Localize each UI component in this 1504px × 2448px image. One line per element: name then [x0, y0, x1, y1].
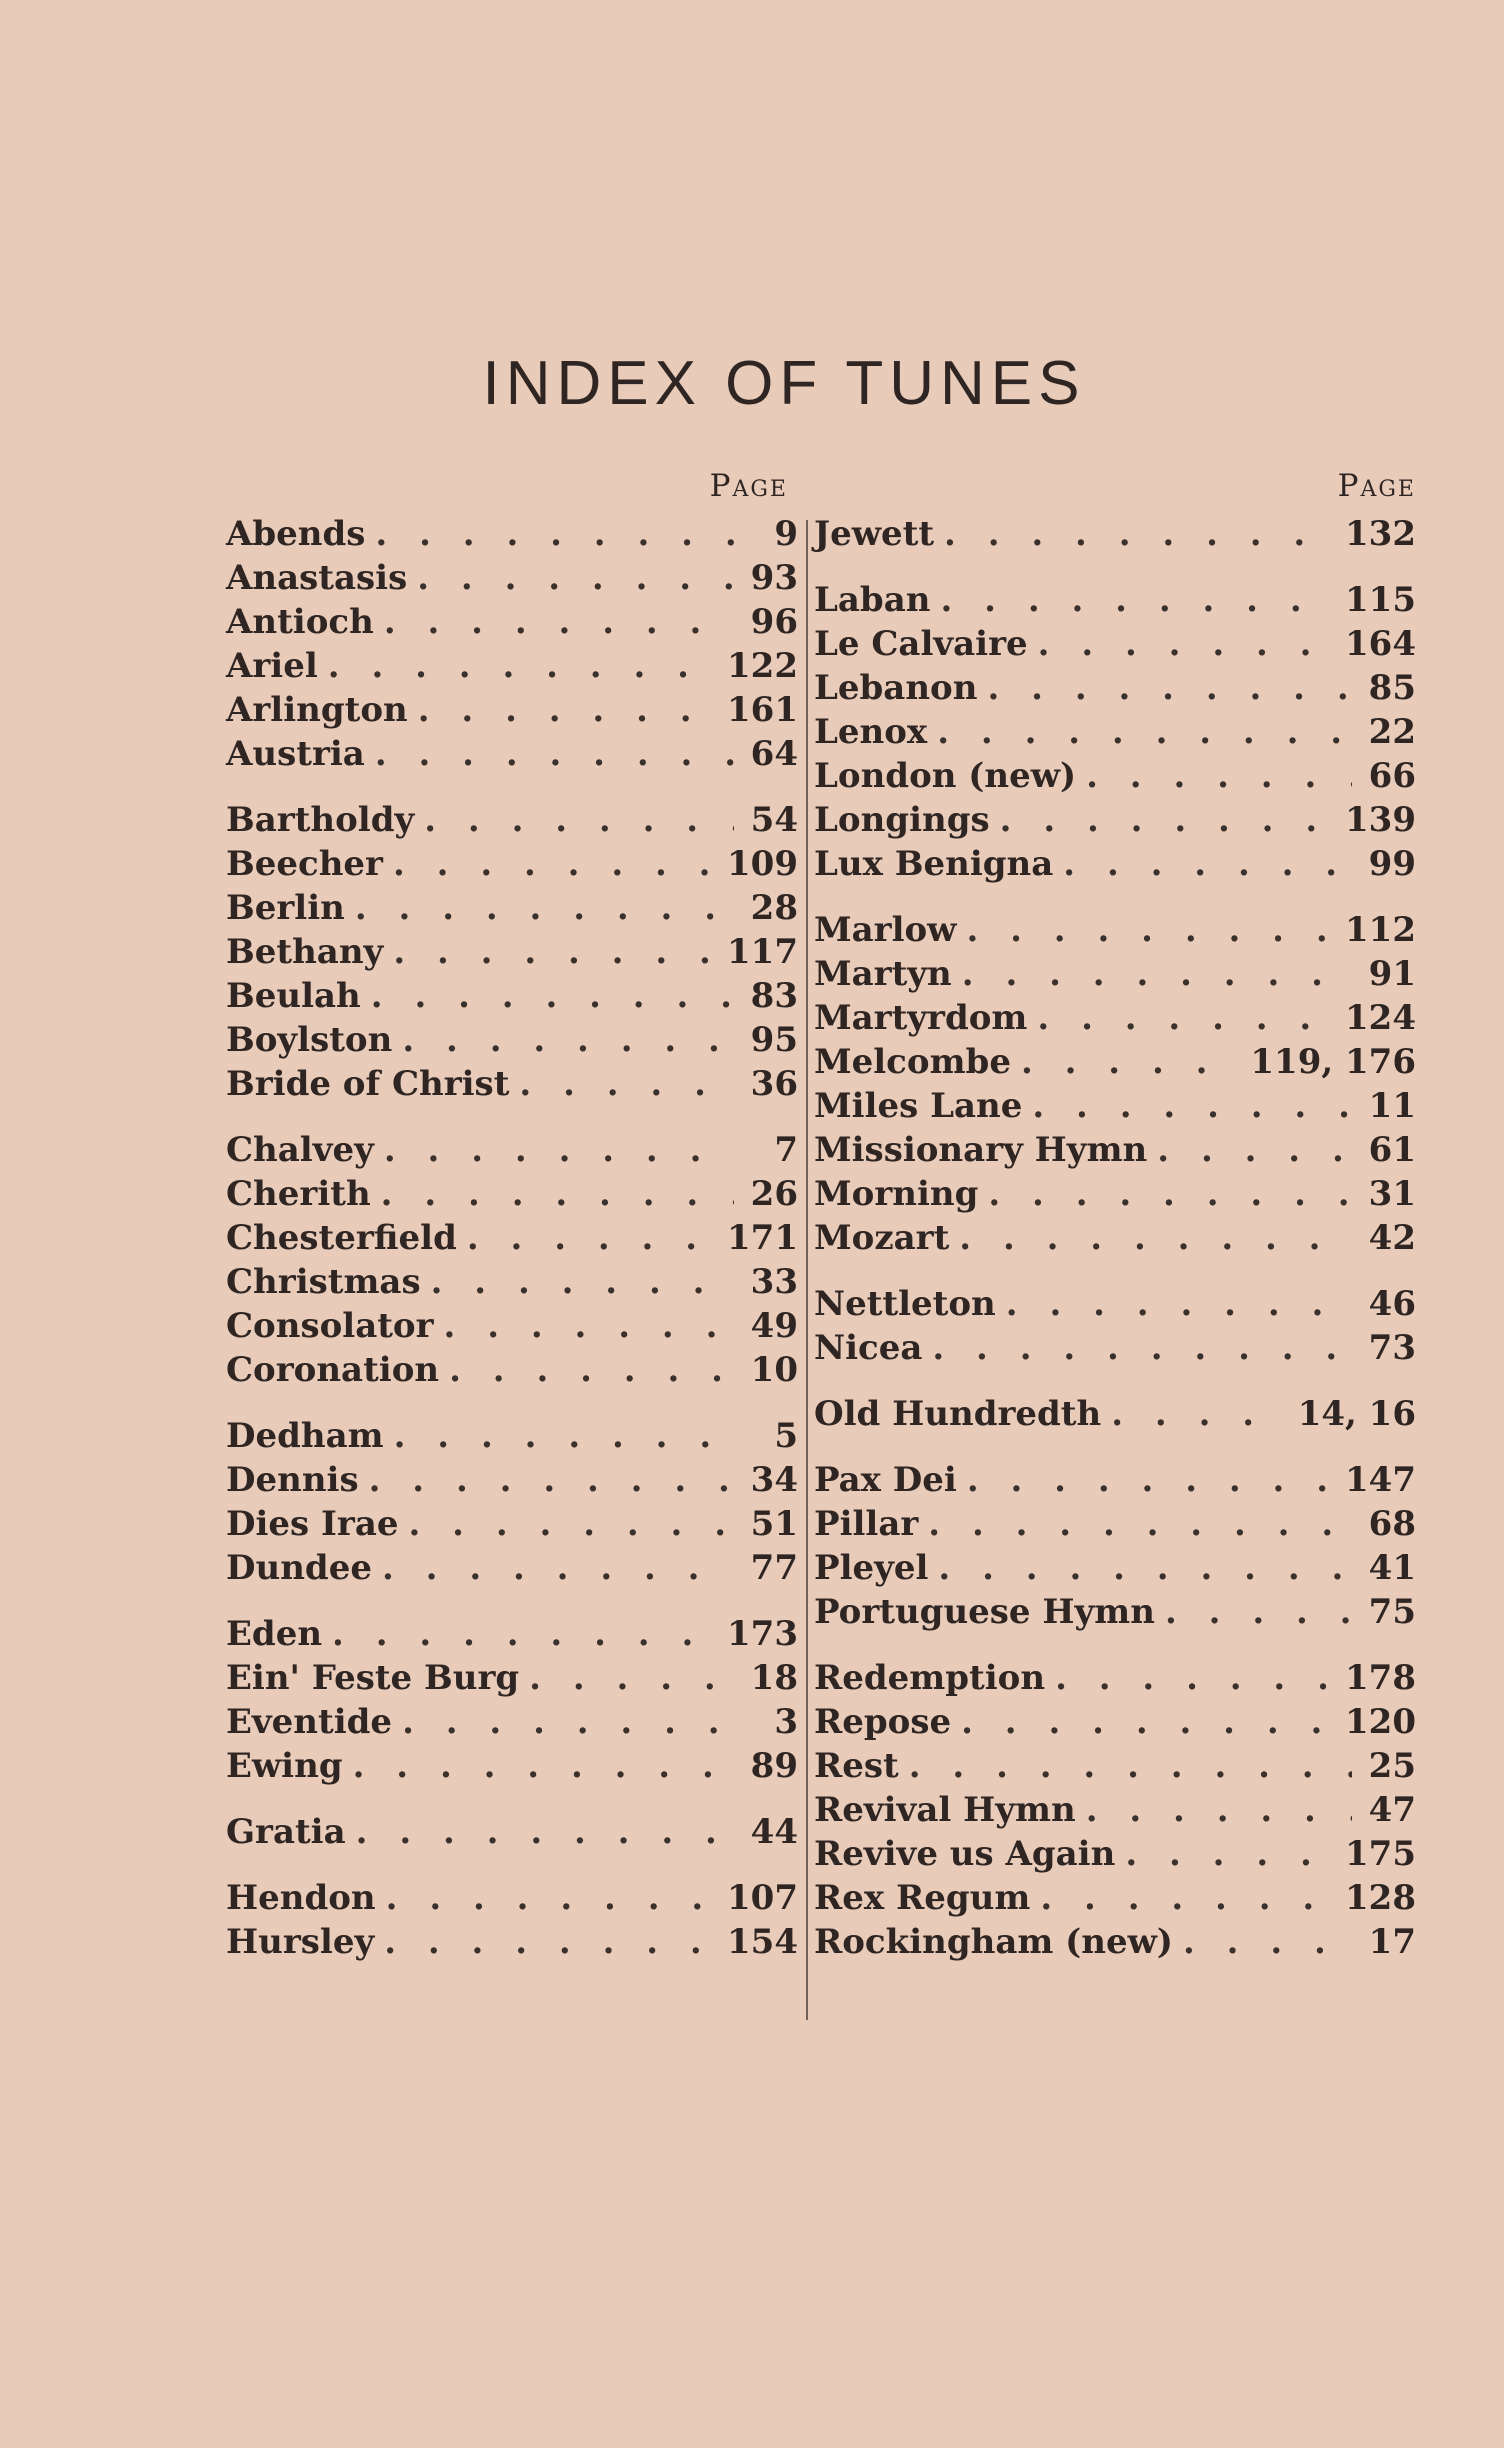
dot-leader: [394, 1414, 734, 1458]
page-number: 115: [1345, 580, 1416, 620]
letter-group: [226, 1612, 798, 1788]
tune-entry: [814, 1216, 1416, 1260]
page-number: 34: [750, 1460, 798, 1500]
page-number: 89: [750, 1746, 798, 1786]
tune-entry: [814, 1590, 1416, 1634]
dot-leader: [1006, 1282, 1352, 1326]
tune-entry: [814, 1326, 1416, 1370]
dot-leader: [449, 1348, 734, 1392]
tune-name: Pleyel: [814, 1548, 929, 1588]
tune-name: Martyrdom: [814, 998, 1028, 1038]
dot-leader: [402, 1700, 734, 1744]
tune-name: Lenox: [814, 712, 928, 752]
tune-entry: [226, 1128, 798, 1172]
tune-name: Rex Regum: [814, 1878, 1031, 1918]
tune-entry: [226, 1876, 798, 1920]
letter-group: [814, 578, 1416, 886]
tune-name: Gratia: [226, 1812, 346, 1852]
dot-leader: [909, 1744, 1352, 1788]
page-number: 95: [750, 1020, 798, 1060]
tune-name: Abends: [226, 514, 366, 554]
page-number: 51: [750, 1504, 798, 1544]
page-number: 54: [750, 800, 798, 840]
dot-leader: [418, 688, 717, 732]
tune-entry: [814, 710, 1416, 754]
tune-entry: [226, 974, 798, 1018]
tune-name: Antioch: [226, 602, 374, 642]
page-number: 42: [1368, 1218, 1416, 1258]
group-spacer: [814, 1370, 1416, 1392]
page-number: 33: [750, 1262, 798, 1302]
tune-name: Lebanon: [814, 668, 978, 708]
tune-entry: [226, 688, 798, 732]
tune-entry: [814, 512, 1416, 556]
dot-leader: [959, 1216, 1352, 1260]
tune-entry: [814, 952, 1416, 996]
tune-entry: [226, 842, 798, 886]
tune-entry: [226, 512, 798, 556]
dot-leader: [431, 1260, 734, 1304]
tune-name: Le Calvaire: [814, 624, 1028, 664]
tune-name: Marlow: [814, 910, 957, 950]
page-number: 99: [1368, 844, 1416, 884]
letter-group: [814, 908, 1416, 1260]
tune-entry: [226, 1216, 798, 1260]
page-number: 117: [727, 932, 798, 972]
tune-name: Bethany: [226, 932, 384, 972]
dot-leader: [355, 886, 734, 930]
tune-entry: [226, 1546, 798, 1590]
tune-entry: [814, 1128, 1416, 1172]
left-groups: [226, 512, 798, 1964]
letter-group: [226, 798, 798, 1106]
page-number: 14, 16: [1297, 1394, 1416, 1434]
tune-entry: [814, 1920, 1416, 1964]
tune-entry: [814, 1392, 1416, 1436]
tune-entry: [814, 1700, 1416, 1744]
letter-group: [226, 1414, 798, 1590]
dot-leader: [371, 974, 734, 1018]
tune-entry: [814, 1832, 1416, 1876]
dot-leader: [966, 908, 1335, 952]
page-number: 107: [727, 1878, 798, 1918]
tune-name: Dennis: [226, 1460, 359, 1500]
page-number: 109: [727, 844, 798, 884]
page-number: 139: [1345, 800, 1416, 840]
page-number: 96: [750, 602, 798, 642]
tune-name: Eden: [226, 1614, 323, 1654]
letter-group: [814, 512, 1416, 556]
page-number: 128: [1345, 1878, 1416, 1918]
tune-name: Miles Lane: [814, 1086, 1023, 1126]
dot-leader: [332, 1612, 717, 1656]
tune-name: Morning: [814, 1174, 979, 1214]
tune-name: Mozart: [814, 1218, 950, 1258]
page-column-header: Page: [709, 468, 788, 504]
dot-leader: [1165, 1590, 1352, 1634]
tune-entry: [814, 666, 1416, 710]
dot-leader: [1063, 842, 1352, 886]
tune-entry: [226, 1304, 798, 1348]
tune-name: Nettleton: [814, 1284, 996, 1324]
tune-name: Anastasis: [226, 558, 408, 598]
dot-leader: [467, 1216, 717, 1260]
tune-name: Christmas: [226, 1262, 421, 1302]
group-spacer: [226, 776, 798, 798]
page-title: INDEX OF TUNES: [482, 349, 1086, 418]
tune-entry: [226, 556, 798, 600]
letter-group: [814, 1282, 1416, 1370]
page-number: 11: [1368, 1086, 1416, 1126]
tune-name: Pillar: [814, 1504, 919, 1544]
tune-name: Revival Hymn: [814, 1790, 1076, 1830]
page-number: 64: [750, 734, 798, 774]
tune-entry: [226, 1612, 798, 1656]
tune-entry: [226, 644, 798, 688]
page-number: 178: [1345, 1658, 1416, 1698]
tune-name: Boylston: [226, 1020, 393, 1060]
group-spacer: [226, 1590, 798, 1612]
dot-leader: [1183, 1920, 1352, 1964]
page-column-header: Page: [1337, 468, 1416, 504]
dot-leader: [1086, 1788, 1352, 1832]
tune-name: Laban: [814, 580, 931, 620]
tune-entry: [814, 1876, 1416, 1920]
page-number: 17: [1368, 1922, 1416, 1962]
dot-leader: [1021, 1040, 1240, 1084]
tune-entry: [226, 1018, 798, 1062]
dot-leader: [409, 1502, 735, 1546]
letter-group: [814, 1458, 1416, 1634]
letter-group: [226, 1810, 798, 1854]
page-number: 68: [1368, 1504, 1416, 1544]
dot-leader: [353, 1744, 734, 1788]
dot-leader: [962, 952, 1352, 996]
dot-leader: [937, 710, 1352, 754]
dot-leader: [393, 930, 717, 974]
page-number: 147: [1345, 1460, 1416, 1500]
page-number: 10: [750, 1350, 798, 1390]
tune-entry: [226, 1348, 798, 1392]
tune-name: Dundee: [226, 1548, 372, 1588]
dot-leader: [932, 1326, 1352, 1370]
tune-entry: [226, 886, 798, 930]
page-number: 73: [1368, 1328, 1416, 1368]
tune-name: Arlington: [226, 690, 408, 730]
tune-entry: [814, 1172, 1416, 1216]
tune-name: Redemption: [814, 1658, 1046, 1698]
tune-entry: [814, 1458, 1416, 1502]
page-number: 44: [750, 1812, 798, 1852]
tune-name: Beecher: [226, 844, 383, 884]
tune-entry: [814, 1744, 1416, 1788]
tune-name: Jewett: [814, 514, 935, 554]
tune-name: Rest: [814, 1746, 899, 1786]
tune-name: Cherith: [226, 1174, 371, 1214]
dot-leader: [1040, 1876, 1335, 1920]
page-number: 119, 176: [1250, 1042, 1416, 1082]
page-number: 28: [750, 888, 798, 928]
tune-name: Bride of Christ: [226, 1064, 510, 1104]
dot-leader: [967, 1458, 1335, 1502]
tune-entry: [814, 798, 1416, 842]
tune-name: Ariel: [226, 646, 318, 686]
dot-leader: [1032, 1084, 1352, 1128]
page-number: 124: [1345, 998, 1416, 1038]
tune-name: Lux Benigna: [814, 844, 1054, 884]
tune-entry: [814, 1788, 1416, 1832]
page-number: 122: [727, 646, 798, 686]
tune-entry: [226, 1062, 798, 1106]
dot-leader: [384, 600, 734, 644]
page-number: 25: [1368, 1746, 1416, 1786]
tune-name: Portuguese Hymn: [814, 1592, 1155, 1632]
page-number: 41: [1368, 1548, 1416, 1588]
dot-leader: [382, 1546, 734, 1590]
dot-leader: [519, 1062, 734, 1106]
dot-leader: [381, 1172, 734, 1216]
page-number: 120: [1345, 1702, 1416, 1742]
tune-entry: [226, 732, 798, 776]
dot-leader: [444, 1304, 734, 1348]
dot-leader: [928, 1502, 1352, 1546]
tune-entry: [226, 798, 798, 842]
tune-entry: [814, 578, 1416, 622]
tune-entry: [226, 1700, 798, 1744]
tune-entry: [814, 1282, 1416, 1326]
page-number: 112: [1345, 910, 1416, 950]
tune-entry: [226, 600, 798, 644]
dot-leader: [386, 1876, 717, 1920]
group-spacer: [226, 1392, 798, 1414]
tune-entry: [814, 842, 1416, 886]
tune-entry: [814, 754, 1416, 798]
dot-leader: [940, 578, 1335, 622]
tune-name: Ein' Feste Burg: [226, 1658, 520, 1698]
dot-leader: [1000, 798, 1335, 842]
group-spacer: [226, 1106, 798, 1128]
letter-group: [814, 1392, 1416, 1436]
tune-entry: [226, 1260, 798, 1304]
page-number: 7: [774, 1130, 798, 1170]
tune-name: Old Hundredth: [814, 1394, 1102, 1434]
letter-group: [226, 1128, 798, 1392]
tune-entry: [226, 1656, 798, 1700]
tune-name: Longings: [814, 800, 990, 840]
tune-entry: [226, 1414, 798, 1458]
page-number: 164: [1345, 624, 1416, 664]
right-groups: [814, 512, 1416, 1964]
page-number: 171: [727, 1218, 798, 1258]
page-number: 85: [1368, 668, 1416, 708]
tune-entry: [814, 908, 1416, 952]
right-column: [814, 468, 1416, 1964]
dot-leader: [384, 1920, 717, 1964]
tune-entry: [814, 1502, 1416, 1546]
dot-leader: [961, 1700, 1335, 1744]
tune-name: Revive us Again: [814, 1834, 1116, 1874]
page-number: 18: [750, 1658, 798, 1698]
dot-leader: [393, 842, 717, 886]
tune-name: Eventide: [226, 1702, 393, 1742]
tune-entry: [814, 1656, 1416, 1700]
tune-name: Chalvey: [226, 1130, 374, 1170]
page-number: 49: [750, 1306, 798, 1346]
page-number: 154: [727, 1922, 798, 1962]
dot-leader: [328, 644, 717, 688]
dot-leader: [1157, 1128, 1352, 1172]
dot-leader: [369, 1458, 734, 1502]
tune-name: Rockingham (new): [814, 1922, 1173, 1962]
page-number: 91: [1368, 954, 1416, 994]
page-number: 26: [750, 1174, 798, 1214]
tune-name: Ewing: [226, 1746, 343, 1786]
tune-entry: [226, 1172, 798, 1216]
group-spacer: [226, 1788, 798, 1810]
page-number: 31: [1368, 1174, 1416, 1214]
dot-leader: [417, 556, 734, 600]
left-column: [226, 468, 798, 1964]
tune-entry: [814, 1040, 1416, 1084]
tune-name: Consolator: [226, 1306, 434, 1346]
dot-leader: [988, 1172, 1352, 1216]
tune-name: Chesterfield: [226, 1218, 457, 1258]
tune-entry: [814, 1084, 1416, 1128]
page-number: 75: [1368, 1592, 1416, 1632]
tune-name: Repose: [814, 1702, 952, 1742]
group-spacer: [814, 886, 1416, 908]
dot-leader: [938, 1546, 1352, 1590]
tune-name: Dies Irae: [226, 1504, 399, 1544]
column-divider: [806, 520, 808, 2020]
page-number: 66: [1368, 756, 1416, 796]
tune-entry: [814, 996, 1416, 1040]
tune-name: Bartholdy: [226, 800, 415, 840]
page-number: 36: [750, 1064, 798, 1104]
tune-name: Beulah: [226, 976, 361, 1016]
tune-name: Martyn: [814, 954, 952, 994]
tune-name: Austria: [226, 734, 365, 774]
letter-group: [226, 1876, 798, 1964]
page-number: 5: [774, 1416, 798, 1456]
tune-entry: [226, 1502, 798, 1546]
dot-leader: [944, 512, 1335, 556]
dot-leader: [424, 798, 734, 842]
dot-leader: [1125, 1832, 1335, 1876]
dot-leader: [375, 732, 734, 776]
page-number: 173: [727, 1614, 798, 1654]
dot-leader: [1111, 1392, 1287, 1436]
letter-group: [814, 1656, 1416, 1964]
tune-entry: [226, 1744, 798, 1788]
page-number: 175: [1345, 1834, 1416, 1874]
tune-name: Dedham: [226, 1416, 384, 1456]
tune-name: Missionary Hymn: [814, 1130, 1148, 1170]
page-number: 46: [1368, 1284, 1416, 1324]
tune-entry: [226, 930, 798, 974]
tune-name: Hendon: [226, 1878, 376, 1918]
group-spacer: [226, 1854, 798, 1876]
dot-leader: [1038, 622, 1335, 666]
dot-leader: [1086, 754, 1352, 798]
dot-leader: [1037, 996, 1335, 1040]
tune-entry: [226, 1810, 798, 1854]
tune-name: Hursley: [226, 1922, 375, 1962]
tune-name: Nicea: [814, 1328, 923, 1368]
page-number: 61: [1368, 1130, 1416, 1170]
tune-name: Coronation: [226, 1350, 440, 1390]
page-number: 3: [774, 1702, 798, 1742]
page-number: 47: [1368, 1790, 1416, 1830]
tune-name: London (new): [814, 756, 1077, 796]
tune-entry: [226, 1458, 798, 1502]
dot-leader: [987, 666, 1352, 710]
tune-name: Melcombe: [814, 1042, 1011, 1082]
page-number: 22: [1368, 712, 1416, 752]
dot-leader: [384, 1128, 734, 1172]
page-number: 93: [750, 558, 798, 598]
group-spacer: [814, 556, 1416, 578]
tune-name: Pax Dei: [814, 1460, 957, 1500]
group-spacer: [814, 1436, 1416, 1458]
dot-leader: [375, 512, 734, 556]
page-number: 132: [1345, 514, 1416, 554]
letter-group: [226, 512, 798, 776]
page-number: 77: [750, 1548, 798, 1588]
page-number: 83: [750, 976, 798, 1016]
dot-leader: [529, 1656, 734, 1700]
group-spacer: [814, 1260, 1416, 1282]
tune-name: Berlin: [226, 888, 345, 928]
dot-leader: [402, 1018, 734, 1062]
page-number: 9: [774, 514, 798, 554]
tune-entry: [814, 1546, 1416, 1590]
tune-entry: [814, 622, 1416, 666]
dot-leader: [356, 1810, 734, 1854]
page-number: 161: [727, 690, 798, 730]
dot-leader: [1055, 1656, 1335, 1700]
group-spacer: [814, 1634, 1416, 1656]
tune-entry: [226, 1920, 798, 1964]
